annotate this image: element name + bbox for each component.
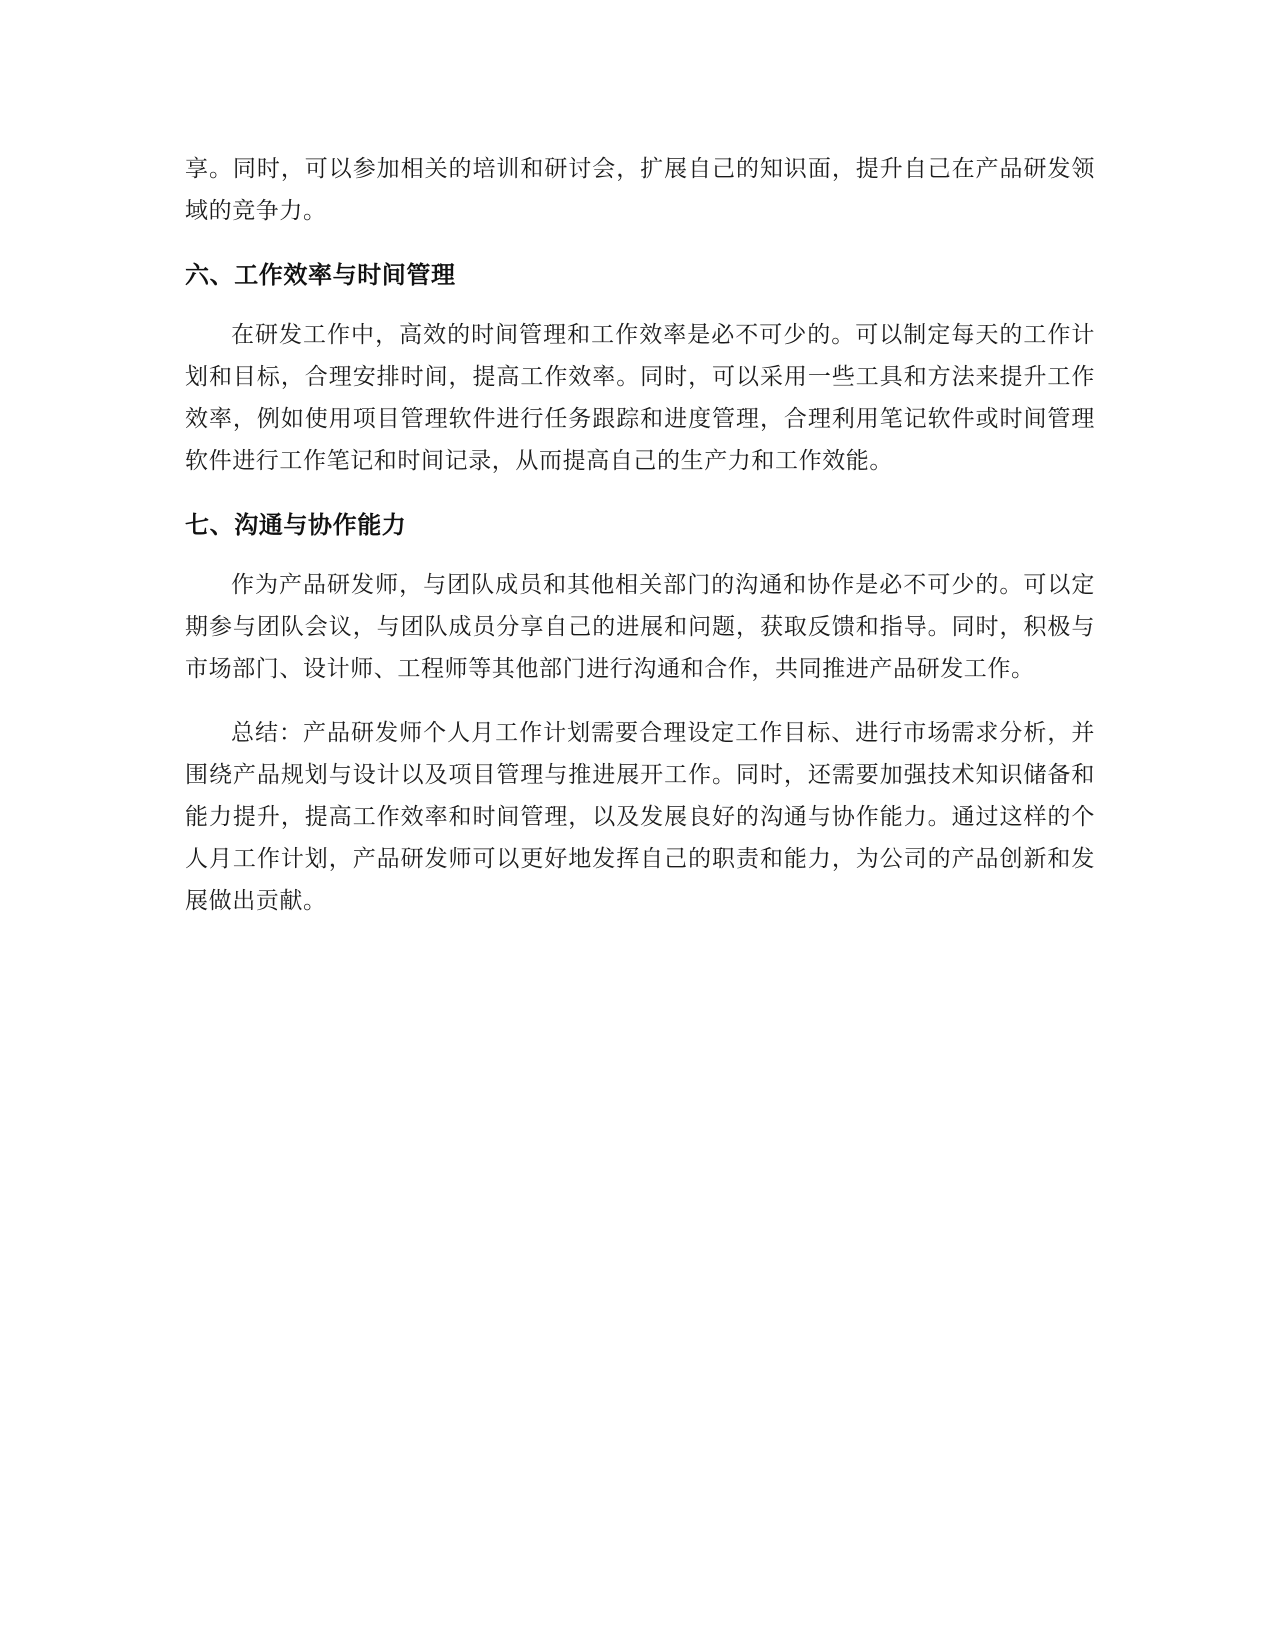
summary-paragraph: 总结：产品研发师个人月工作计划需要合理设定工作目标、进行市场需求分析，并围绕产品规划与设计以及项目管理与推进展开工作。同时，还需要加强技术知识储备和能力提升，提高工作效率和时间管理，以及发展良好的沟通与协作能力。通过这样的个人月工作计划，产品研发师可以更好地发挥自己的职责和能力，为公司的产品创新和发展做出贡献。	[185, 720, 1095, 914]
document-page	[185, 148, 1095, 922]
intro-continuation-paragraph: 享。同时，可以参加相关的培训和研讨会，扩展自己的知识面，提升自己在产品研发领域的竞争力。	[185, 156, 1095, 224]
section-7-paragraph: 作为产品研发师，与团队成员和其他相关部门的沟通和协作是必不可少的。可以定期参与团队会议，与团队成员分享自己的进展和问题，获取反馈和指导。同时，积极与市场部门、设计师、工程师等其他部门进行沟通和合作，共同推进产品研发工作。	[185, 572, 1095, 682]
section-6-heading: 六、工作效率与时间管理	[185, 261, 456, 289]
section-6-paragraph: 在研发工作中，高效的时间管理和工作效率是必不可少的。可以制定每天的工作计划和目标，合理安排时间，提高工作效率。同时，可以采用一些工具和方法来提升工作效率，例如使用项目管理软件进行任务跟踪和进度管理，合理利用笔记软件或时间管理软件进行工作笔记和时间记录，从而提高自己的生产力和工作效能。	[185, 322, 1095, 474]
section-7-heading: 七、沟通与协作能力	[185, 511, 407, 539]
